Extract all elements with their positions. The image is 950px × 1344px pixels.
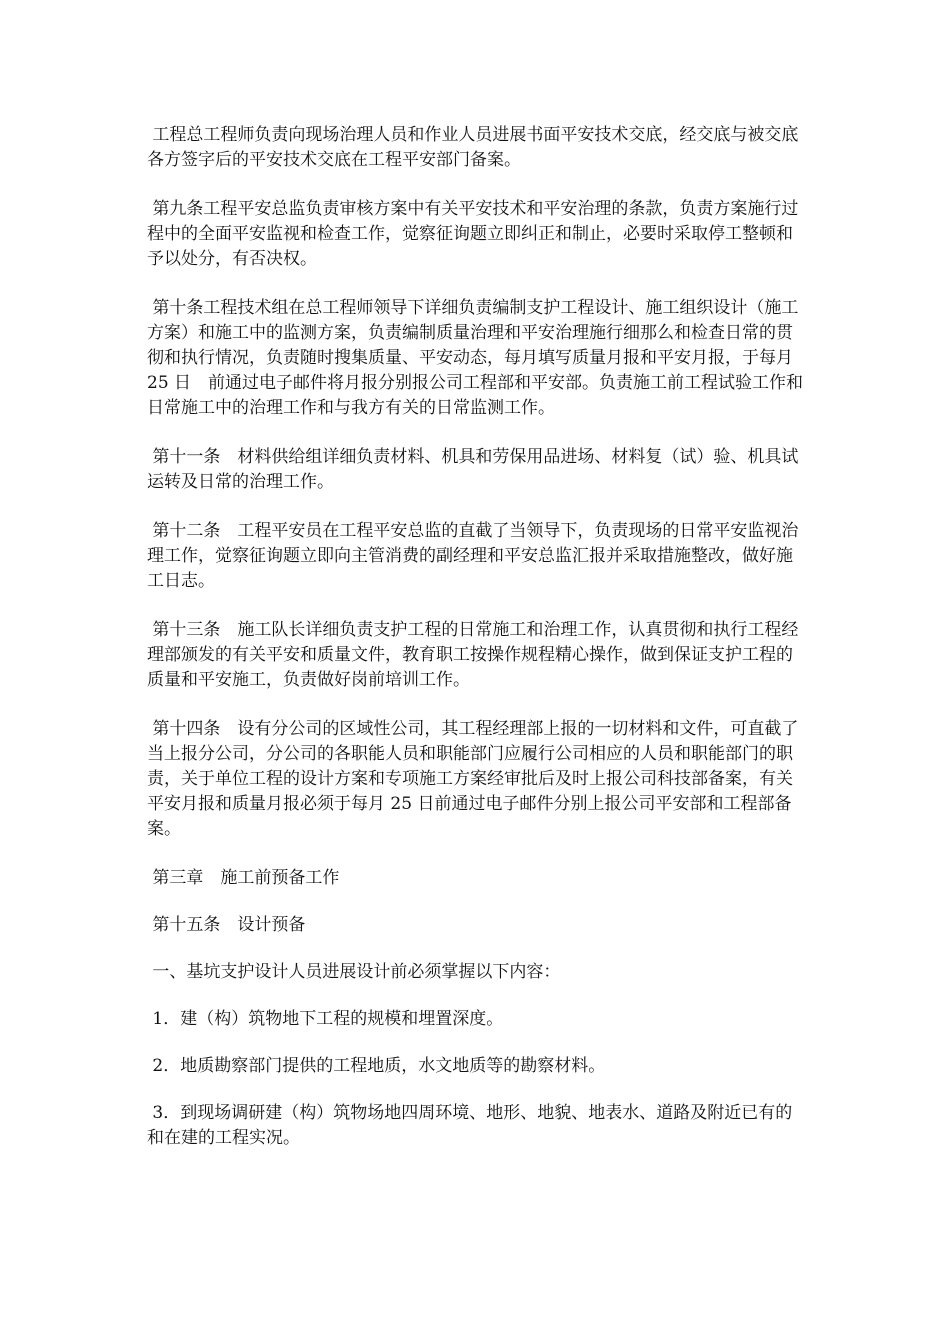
paragraph-article-14: 第十四条 设有分公司的区域性公司，其工程经理部上报的一切材料和文件，可直截了当上报分公司，分公司的各职能人员和职能部门应履行公司相应的人员和职能部门的职责，关于单位工程的设计方案和专项施工方案经审批后及时上报公司科技部备案，有关平安月报和质量月报必须于每月 25 日前通过电子邮件分别上报公司平安部和工程部备案。 [147,719,799,839]
chapter-3-heading: 第三章 施工前预备工作 [147,868,340,888]
list-item-3: 3．到现场调研建（构）筑物场地四周环境、地形、地貌、地表水、道路及附近已有的和在建的工程实况。 [147,1103,793,1148]
list-item-2: 2．地质勘察部门提供的工程地质，水文地质等的勘察材料。 [147,1056,606,1076]
paragraph-article-15: 第十五条 设计预备 [147,915,306,935]
paragraph-article-10: 第十条工程技术组在总工程师领导下详细负责编制支护工程设计、施工组织设计（施工方案）和施工中的监测方案，负责编制质量治理和平安治理施行细那么和检查日常的贯彻和执行情况，负责随时搜集质量、平安动态，每月填写质量月报和平安月报，于每月 25 日 前通过电子邮件将月报分别报公司工程部和平安部。负责施工前工程试验工作和日常施工中的治理工作和与我方有关的日常监测工作。 [147,298,804,418]
list-item-1: 1．建（构）筑物地下工程的规模和埋置深度。 [147,1009,504,1029]
paragraph-safety-briefing: 工程总工程师负责向现场治理人员和作业人员进展书面平安技术交底，经交底与被交底各方签字后的平安技术交底在工程平安部门备案。 [147,125,799,170]
paragraph-article-9: 第九条工程平安总监负责审核方案中有关平安技术和平安治理的条款，负责方案施行过程中的全面平安监视和检查工作，觉察征询题立即纠正和制止，必要时采取停工整顿和予以处分，有否决权。 [147,199,799,269]
document-body [147,123,807,1175]
paragraph-article-13: 第十三条 施工队长详细负责支护工程的日常施工和治理工作，认真贯彻和执行工程经理部颁发的有关平安和质量文件，教育职工按操作规程精心操作，做到保证支护工程的质量和平安施工，负责做好岗前培训工作。 [147,620,799,690]
paragraph-article-11: 第十一条 材料供给组详细负责材料、机具和劳保用品进场、材料复（试）验、机具试运转及日常的治理工作。 [147,447,799,492]
paragraph-article-12: 第十二条 工程平安员在工程平安总监的直截了当领导下，负责现场的日常平安监视治理工作，觉察征询题立即向主管消费的副经理和平安总监汇报并采取措施整改，做好施工日志。 [147,521,799,591]
list-intro: 一、基坑支护设计人员进展设计前必须掌握以下内容： [147,962,561,982]
